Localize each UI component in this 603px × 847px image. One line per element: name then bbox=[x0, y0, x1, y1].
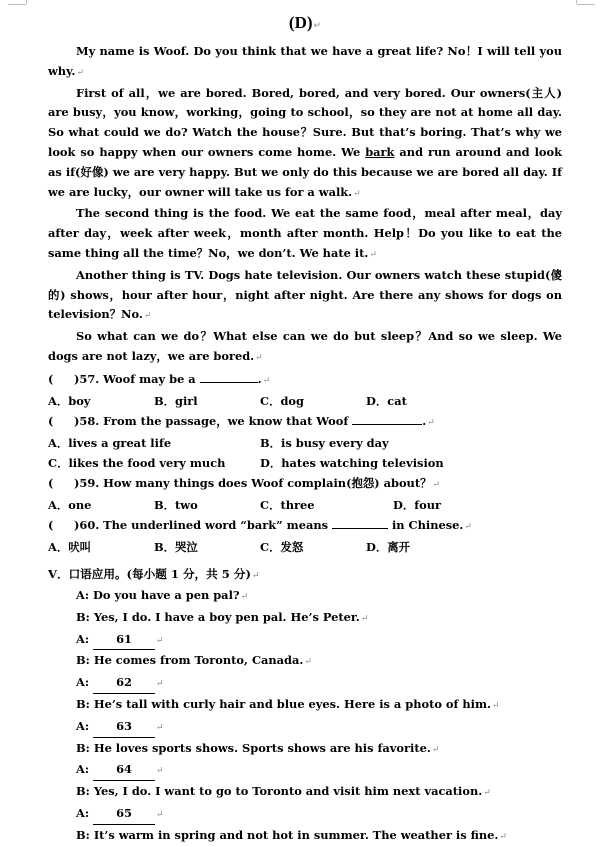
speaker-label: B: bbox=[76, 784, 94, 799]
dialogue-text: He loves sports shows. Sports shows are his favorite. bbox=[93, 740, 431, 755]
speaker-label: A: bbox=[76, 675, 94, 690]
speaker-label: A: bbox=[76, 631, 94, 646]
dialogue bbox=[48, 586, 562, 847]
paragraph-1: My name is Woof. Do you think that we have a great life? No！I will tell you why.↵ bbox=[48, 44, 562, 78]
option-b[interactable]: B．two bbox=[154, 497, 198, 512]
answer-blank[interactable] bbox=[332, 515, 388, 529]
answer-blank-63[interactable]: 63 bbox=[93, 717, 155, 738]
dialogue-line: B: He comes from Toronto, Canada.↵ bbox=[76, 653, 312, 668]
option-d[interactable]: D．hates watching television bbox=[260, 455, 444, 470]
section-heading: Ⅴ．口语应用。(每小题 1 分，共 5 分)↵ bbox=[48, 566, 260, 581]
corner-mark-left bbox=[8, 4, 26, 5]
options-60 bbox=[48, 538, 562, 558]
option-d[interactable]: D．离开 bbox=[366, 540, 411, 555]
speaker-label: A: bbox=[76, 718, 94, 733]
dialogue-line: A: 63 ↵ bbox=[76, 717, 562, 739]
paragraph-2: First of all，we are bored. Bored, bored, and very bored. Our owners(主人) are busy，you know，working，going to school，so they are not at home all day. So what could we do? Watch the house？Sure. But that’s boring. That’s why we look so happy when our owners come home. We bark and run around and look as if(好像) we are very happy. But we only do this because we are bored all day. If we are lucky，our owner will take us for a walk.↵ bbox=[48, 85, 562, 199]
option-c[interactable]: C．three bbox=[260, 497, 315, 512]
answer-blank[interactable] bbox=[352, 411, 422, 425]
answer-blank-64[interactable]: 64 bbox=[93, 760, 155, 781]
option-a[interactable]: A．吠叫 bbox=[48, 540, 92, 555]
answer-blank-62[interactable]: 62 bbox=[93, 673, 155, 694]
option-b[interactable]: B．girl bbox=[154, 393, 198, 408]
option-c[interactable]: C．dog bbox=[260, 393, 304, 408]
dialogue-line: A: 62 ↵ bbox=[76, 673, 562, 695]
passage-title: (D)↵ bbox=[288, 13, 322, 32]
dialogue-line: B: Yes, I do. I want to go to Toronto and visit him next vacation.↵ bbox=[76, 784, 491, 799]
answer-blank-61[interactable]: 61 bbox=[93, 630, 155, 651]
speaker-label: A: bbox=[76, 805, 94, 820]
question-59: ( )59. How many things does Woof complain(抱怨) about？↵ bbox=[48, 475, 441, 490]
option-a[interactable]: A．lives a great life bbox=[48, 436, 172, 451]
dialogue-text: Do you have a pen pal? bbox=[93, 587, 240, 602]
options-58-row-1 bbox=[48, 434, 562, 454]
speaker-label: A: bbox=[76, 587, 94, 602]
dialogue-line: A: 65 ↵ bbox=[76, 804, 562, 826]
paragraph-5: So what can we do？What else can we do but sleep？And so we sleep. We dogs are not lazy，we are bored.↵ bbox=[48, 329, 562, 363]
dialogue-line: A: Do you have a pen pal?↵ bbox=[76, 587, 249, 602]
question-60: ( )60. The underlined word “bark” means in Chinese.↵ bbox=[48, 515, 562, 538]
option-b[interactable]: B．哭泣 bbox=[154, 540, 198, 555]
options-59 bbox=[48, 496, 562, 516]
option-d[interactable]: D．four bbox=[393, 497, 442, 512]
option-b[interactable]: B．is busy every day bbox=[260, 436, 389, 451]
option-a[interactable]: A．boy bbox=[48, 393, 91, 408]
options-58-row-2 bbox=[48, 454, 562, 474]
question-57: ( )57. Woof may be a .↵ bbox=[48, 369, 562, 392]
speaker-label: B: bbox=[76, 609, 94, 624]
dialogue-line: A: 61 ↵ bbox=[76, 630, 562, 652]
dialogue-line: B: He’s tall with curly hair and blue eyes. Here is a photo of him.↵ bbox=[76, 696, 500, 711]
corner-mark-right-vertical bbox=[576, 0, 577, 4]
option-d[interactable]: D．cat bbox=[366, 393, 407, 408]
speaker-label: B: bbox=[76, 740, 94, 755]
dialogue-line: A: 64 ↵ bbox=[76, 760, 562, 782]
dialogue-line: B: He loves sports shows. Sports shows are his favorite.↵ bbox=[76, 740, 440, 755]
dialogue-text: Yes, I do. I have a boy pen pal. He’s Peter. bbox=[93, 609, 360, 624]
paragraph-4: Another thing is TV. Dogs hate television. Our owners watch these stupid(傻的) shows，hour after hour，night after night. Are there any shows for dogs on television？No.↵ bbox=[48, 267, 562, 322]
options-57 bbox=[48, 392, 562, 412]
dialogue-line: B: It’s warm in spring and not hot in summer. The weather is fine.↵ bbox=[76, 827, 507, 842]
speaker-label: B: bbox=[76, 653, 94, 668]
speaker-label: B: bbox=[76, 696, 94, 711]
speaker-label: A: bbox=[76, 762, 94, 777]
dialogue-text: Yes, I do. I want to go to Toronto and visit him next vacation. bbox=[93, 784, 483, 799]
option-c[interactable]: C．likes the food very much bbox=[48, 455, 226, 470]
dialogue-text: He comes from Toronto, Canada. bbox=[93, 653, 304, 668]
answer-blank[interactable] bbox=[200, 369, 258, 383]
underlined-word: bark bbox=[365, 144, 395, 159]
option-c[interactable]: C．发怒 bbox=[260, 540, 304, 555]
speaker-label: B: bbox=[76, 827, 94, 842]
question-58: ( )58. From the passage，we know that Woof .↵ bbox=[48, 411, 562, 434]
dialogue-line: B: Yes, I do. I have a boy pen pal. He’s Peter.↵ bbox=[76, 609, 369, 624]
dialogue-text: It’s warm in spring and not hot in summer. The weather is fine. bbox=[93, 827, 499, 842]
corner-mark-left-vertical bbox=[26, 0, 27, 4]
document-page bbox=[48, 12, 562, 847]
corner-mark-right bbox=[577, 4, 595, 5]
answer-blank-65[interactable]: 65 bbox=[93, 804, 155, 825]
option-a[interactable]: A．one bbox=[48, 497, 92, 512]
paragraph-3: The second thing is the food. We eat the same food，meal after meal，day after day，week after week，month after month. Help！Do you like to eat the same thing all the time？No，we don’t. We hate it.↵ bbox=[48, 206, 562, 260]
dialogue-text: He’s tall with curly hair and blue eyes. Here is a photo of him. bbox=[93, 696, 492, 711]
